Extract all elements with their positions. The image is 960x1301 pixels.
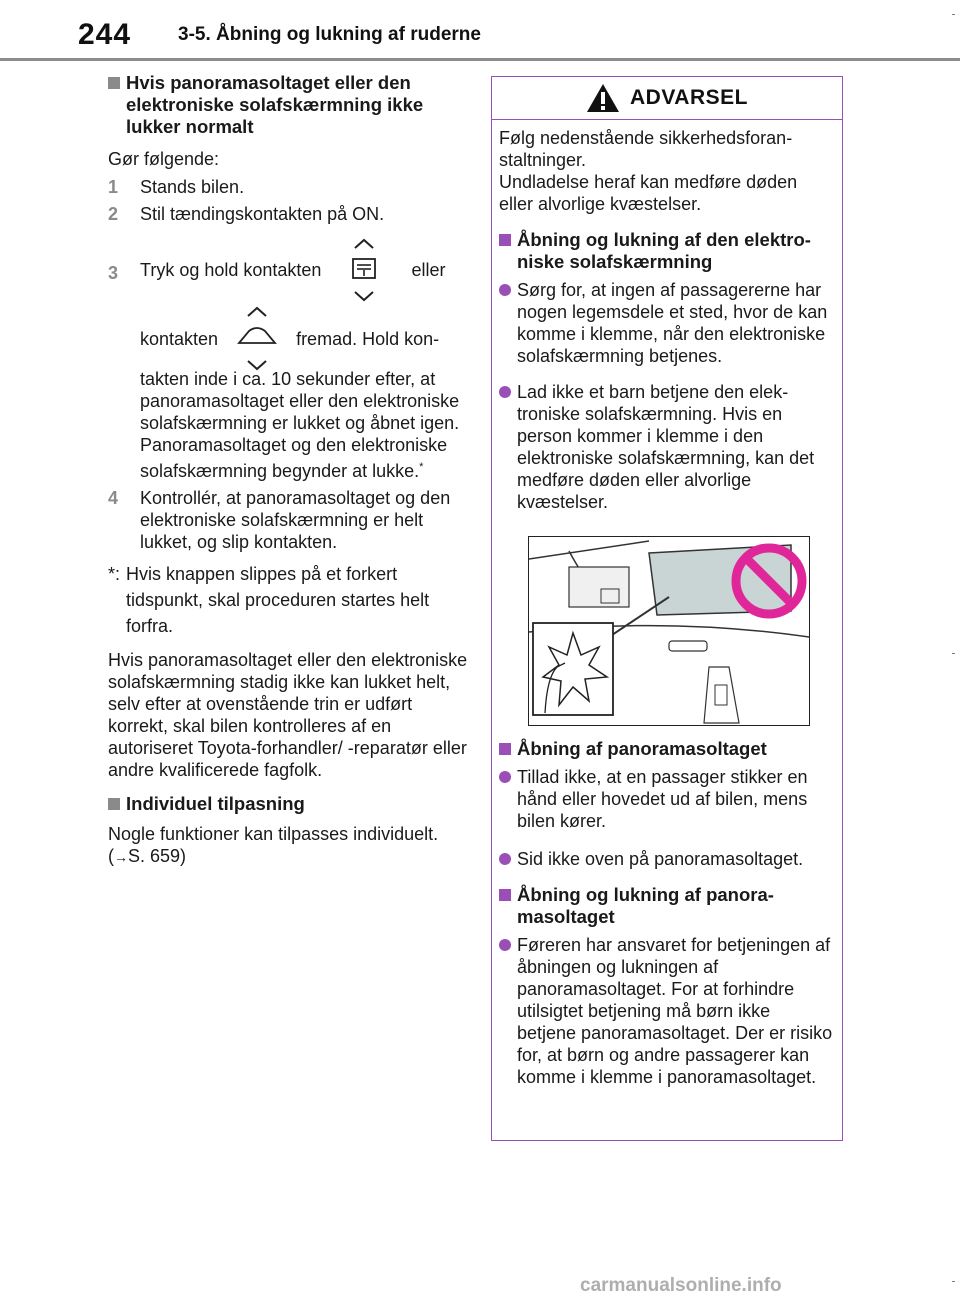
heading-sunshade: Åbning og lukning af den elektroniske solafskærmning <box>499 229 834 273</box>
heading-sunroof-open-close: Åbning og lukning af panoramasoltaget <box>499 884 834 928</box>
bullet-item: Sid ikke oven på panoramasoltaget. <box>499 848 834 870</box>
square-bullet-icon <box>499 889 511 901</box>
step-4: 4 Kontrollér, at panoramasoltaget og den elektroniske solafskærmning er helt lukket, og slip kontakten. <box>108 488 451 552</box>
warning-header: ADVARSEL <box>492 77 842 120</box>
arrow-right-icon: → <box>114 849 128 865</box>
warning-intro: Følg nedenstående sikkerhedsforanstaltninger. Undladelse heraf kan medføre døden eller alvorlige kvæstelser. <box>499 128 798 214</box>
heading-customization: Individuel tilpasning <box>108 793 468 815</box>
bullet-dot-icon <box>499 853 511 865</box>
square-bullet-icon <box>499 234 511 246</box>
crop-mark <box>952 14 955 15</box>
warning-triangle-icon <box>586 83 620 113</box>
crop-mark <box>952 653 955 654</box>
bullet-item: Lad ikke et barn betjene den elektroniske solafskærmning. Hvis en person kommer i klemme i den elektroniske solafskærmning, kan det medføre døden eller alvorlige kvæstelser. <box>499 381 834 513</box>
section-title: 3-5. Åbning og lukning af ruderne <box>178 24 481 45</box>
page-number: 244 <box>78 18 132 51</box>
square-bullet-icon <box>108 77 120 89</box>
heading-not-closing: Hvis panoramasoltaget eller den elektroniske solafskærmning ikke lukker normalt <box>108 72 468 138</box>
page-ref-link[interactable]: S. 659) <box>128 846 187 866</box>
crop-mark <box>952 1281 955 1282</box>
footnote: *: Hvis knappen slippes på et forkert tidspunkt, skal proceduren startes helt forfra. <box>108 564 430 636</box>
bullet-item: Føreren har ansvaret for betjeningen af åbningen og lukningen af panoramasoltaget. For at forhindre utilsigtet betjening må børn ikke betjene panoramasoltaget. Der er risiko for, at børn og andre passagerer kan komme i klemme i panoramasoltaget. <box>499 934 834 1088</box>
customization-text: Nogle funktioner kan tilpasses individuelt. (→S. 659) <box>108 824 439 866</box>
header-rule <box>0 58 960 61</box>
sunshade-switch-icon <box>339 237 389 303</box>
page-header <box>0 0 960 62</box>
intro-text: Gør følgende: <box>108 149 220 169</box>
square-bullet-icon <box>499 743 511 755</box>
warning-box <box>491 76 843 1141</box>
bullet-dot-icon <box>499 284 511 296</box>
sunroof-switch-icon <box>232 306 282 372</box>
bullet-dot-icon <box>499 771 511 783</box>
watermark: carmanualsonline.info <box>580 1275 782 1296</box>
footnote-marker: * <box>419 461 424 473</box>
bullet-dot-icon <box>499 939 511 951</box>
bullet-item: Sørg for, at ingen af passagererne har nogen legemsdele et sted, hvor de kan komme i klemme, når den elektroniske solafskærmning betjenes. <box>499 279 834 367</box>
bullet-item: Tillad ikke, at en passager stikker en hånd eller hovedet ud af bilen, mens bilen kører. <box>499 766 834 832</box>
step-2: 2 Stil tændingskontakten på ON. <box>108 204 385 224</box>
step-1: 1 Stands bilen. <box>108 177 245 197</box>
square-bullet-icon <box>108 798 120 810</box>
step-3: 3 Tryk og hold kontakten eller kontakten fremad. Hold kon- takten inde i ca. 10 sekunder efter, at panoramasoltaget eller den elektroniske solafskærmning er lukket og åbnet igen. Panoramasoltaget og den elektroniske solafskærmning begynder at lukke.* <box>108 237 468 482</box>
left-column <box>108 72 468 868</box>
prohibited-icon <box>729 541 809 621</box>
heading-sunroof-open: Åbning af panoramasoltaget <box>499 738 834 760</box>
service-paragraph: Hvis panoramasoltaget eller den elektroniske solafskærmning stadig ikke kan lukket helt, selv efter at ovenstående trin er udført korrekt, skal bilen kontrolleres af en autoriseret Toyota-forhandler/ -reparatør eller andre kvalificerede fagfolk. <box>108 650 468 780</box>
bullet-dot-icon <box>499 386 511 398</box>
pinch-warning-illustration <box>528 536 810 726</box>
